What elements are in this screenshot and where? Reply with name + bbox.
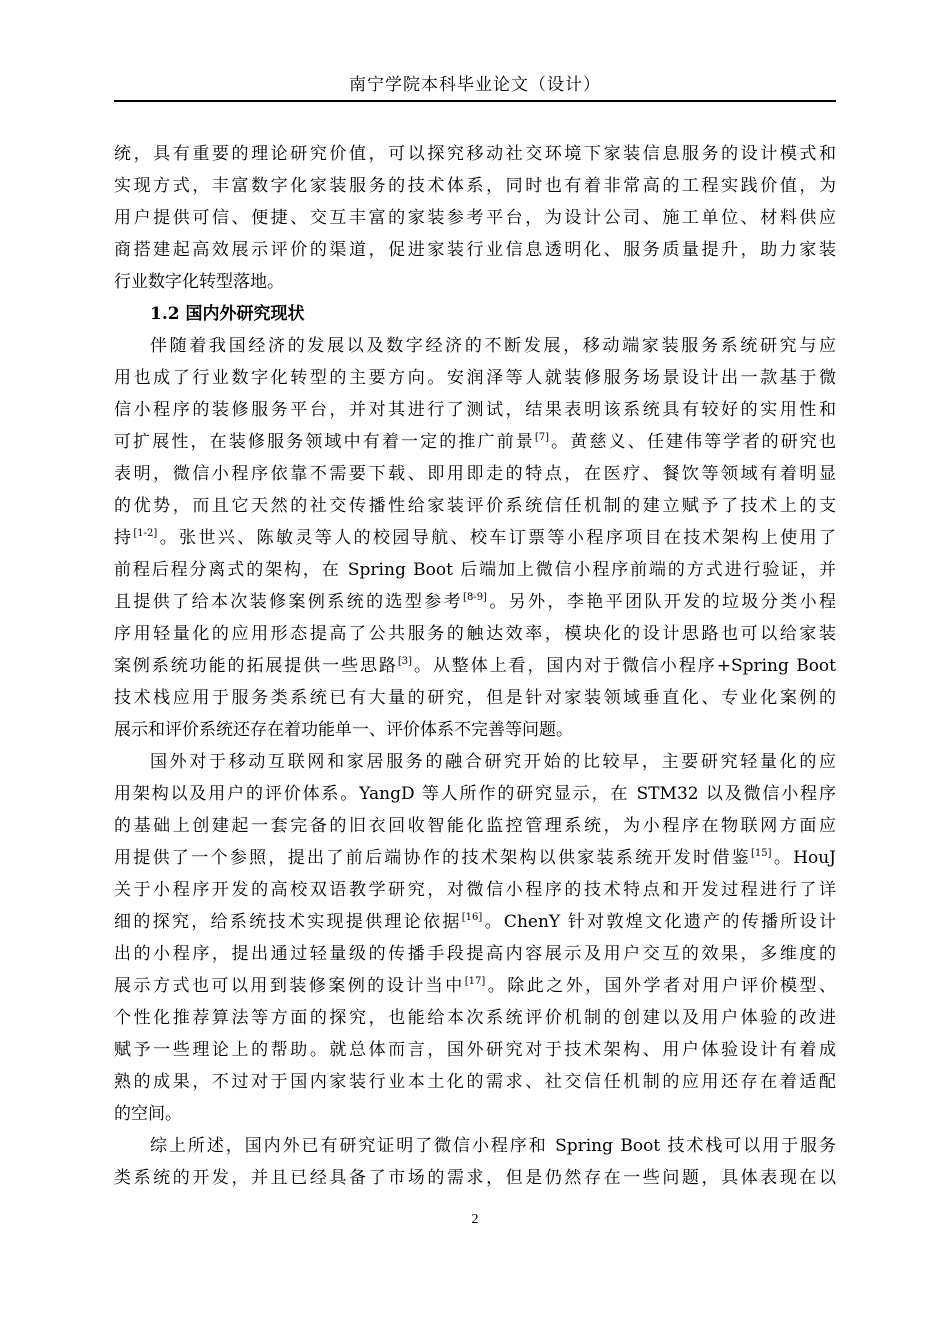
text-line: 展示和评价系统还存在着功能单一、评价体系不完善等问题。 [114,720,573,740]
text-line: 展示方式也可以用到装修案例的设计当中[17]。除此之外，国外学者对用户评价模型、 [114,976,836,996]
text-line: 序用轻量化的应用形态提高了公共服务的触达效率，模块化的设计思路也可以给家装 [114,624,836,644]
text-line: 技术栈应用于服务类系统已有大量的研究，但是针对家装领域垂直化、专业化案例的 [114,688,836,708]
text-line: 个性化推荐算法等方面的探究，也能给本次系统评价机制的创建以及用户体验的改进 [114,1008,836,1028]
citation: [17] [464,976,486,987]
text-line: 伴随着我国经济的发展以及数字经济的不断发展，移动端家装服务系统研究与应 [150,336,836,356]
text-line: 用也成了行业数字化转型的主要方向。安润泽等人就装修服务场景设计出一款基于微 [114,368,836,388]
text-line: 关于小程序开发的高校双语教学研究，对微信小程序的技术特点和开发过程进行了详 [114,880,836,900]
text-line: 国外对于移动互联网和家居服务的融合研究开始的比较早，主要研究轻量化的应 [150,752,836,772]
body-text [114,138,836,1194]
text-line: 熟的成果，不过对于国内家装行业本土化的需求、社交信任机制的应用还存在着适配 [114,1072,836,1092]
text-line: 商搭建起高效展示评价的渠道，促进家装行业信息透明化、服务质量提升，助力家装 [114,240,836,260]
section-heading: 1.2 国内外研究现状 [150,304,305,324]
text-line: 行业数字化转型落地。 [114,272,284,292]
text-line: 综上所述，国内外已有研究证明了微信小程序和 Spring Boot 技术栈可以用于服务 [150,1136,836,1156]
text-line: 统，具有重要的理论研究价值，可以探究移动社交环境下家装信息服务的设计模式和 [114,144,836,164]
text-line: 的基础上创建起一套完备的旧衣回收智能化监控管理系统，为小程序在物联网方面应 [114,816,836,836]
citation: [3] [397,656,413,667]
text-line: 可扩展性，在装修服务领域中有着一定的推广前景[7]。黄慈义、任建伟等学者的研究也 [114,432,837,452]
page-number: 2 [471,1212,479,1227]
text-line: 实现方式，丰富数字化家装服务的技术体系，同时也有着非常高的工程实践价值，为 [114,176,836,196]
text-line: 信小程序的装修服务平台，并对其进行了测试，结果表明该系统具有较好的实用性和 [114,400,836,420]
text-line: 的优势，而且它天然的社交传播性给家装评价系统信任机制的建立赋予了技术上的支 [114,496,836,516]
citation: [16] [461,912,483,923]
text-line: 出的小程序，提出通过轻量级的传播手段提高内容展示及用户交互的效果，多维度的 [114,944,836,964]
text-line: 表明，微信小程序依靠不需要下载、即用即走的特点，在医疗、餐饮等领域有着明显 [114,464,836,484]
header-rule [114,100,836,102]
citation: [1-2] [133,528,158,539]
text-line: 用架构以及用户的评价体系。YangD 等人所作的研究显示，在 STM32 以及微信小程序 [114,784,836,804]
page-header-title: 南宁学院本科毕业论文（设计） [349,75,601,95]
text-line: 用户提供可信、便捷、交互丰富的家装参考平台，为设计公司、施工单位、材料供应 [114,208,836,228]
text-line: 的空间。 [114,1104,182,1124]
text-line: 且提供了给本次装修案例系统的选型参考[8-9]。另外，李艳平团队开发的垃圾分类小程 [114,592,836,612]
citation: [7] [534,432,550,443]
citation: [8-9] [463,592,487,603]
text-line: 持[1-2]。张世兴、陈敏灵等人的校园导航、校车订票等小程序项目在技术架构上使用了 [114,528,837,548]
text-line: 前程后程分离式的架构，在 Spring Boot 后端加上微信小程序前端的方式进行验证，并 [114,560,836,580]
citation: [15] [751,848,772,859]
text-line: 案例系统功能的拓展提供一些思路[3]。从整体上看，国内对于微信小程序+Spring Boot [114,656,836,676]
text-line: 类系统的开发，并且已经具备了市场的需求，但是仍然存在一些问题，具体表现在以 [114,1168,836,1188]
text-line: 用提供了一个参照，提出了前后端协作的技术架构以供家装系统开发时借鉴[15]。HouJ [114,848,836,868]
text-line: 细的探究，给系统技术实现提供理论依据[16]。ChenY 针对敦煌文化遗产的传播所设计 [114,912,837,932]
text-line: 赋予一些理论上的帮助。就总体而言，国外研究对于技术架构、用户体验设计有着成 [114,1040,836,1060]
